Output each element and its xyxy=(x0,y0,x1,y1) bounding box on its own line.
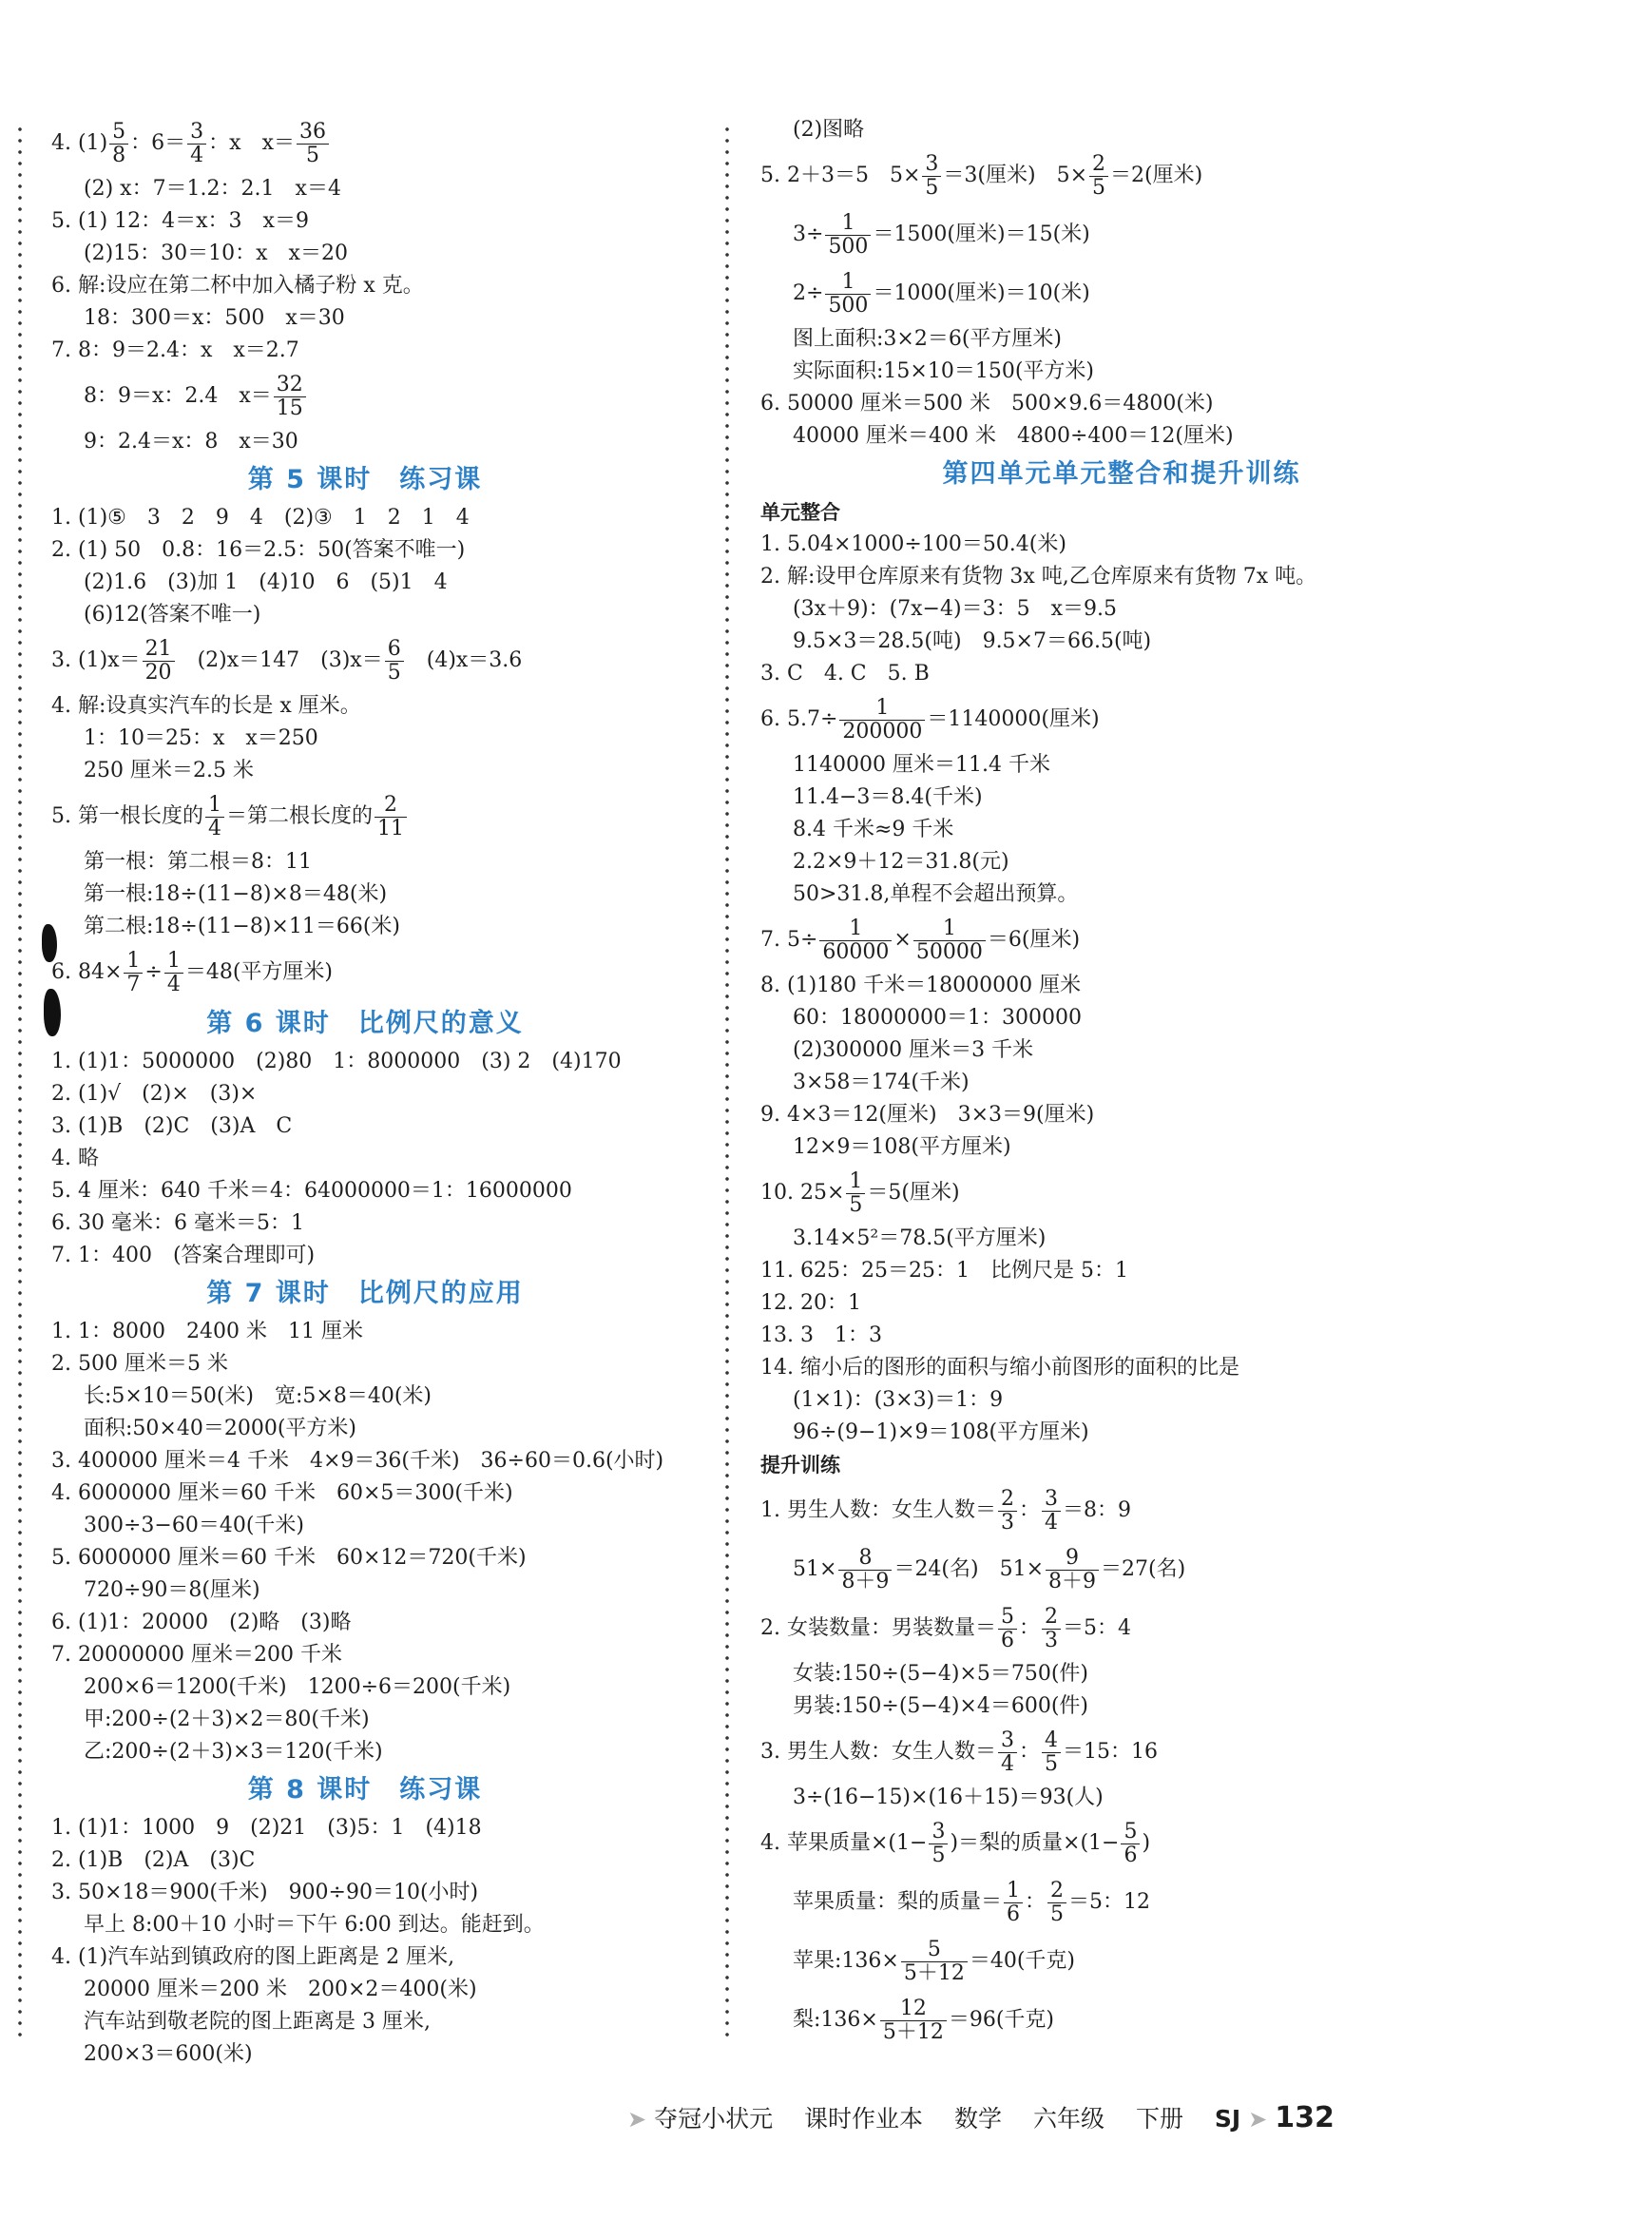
fraction: $\frac{1}{500}$ xyxy=(825,271,871,318)
answer-line: 3. (1)B (2)C (3)A C xyxy=(51,1114,293,1138)
fraction: $\frac{2}{3}$ xyxy=(1042,1606,1061,1652)
answer-line: 1. (1)⑤ 3 2 9 4 (2)③ 1 2 1 4 xyxy=(51,506,470,530)
answer-line: 96÷(9−1)×9＝108(平方厘米) xyxy=(793,1420,1089,1444)
answer-line: 7. 20000000 厘米＝200 千米 xyxy=(51,1643,342,1667)
answer-line: 4. 苹果质量×(1− $\frac{3}{5}$ )＝梨的质量×(1− $\frac{5}{6}$ ) xyxy=(760,1819,1151,1867)
answer-line: 第二根:18÷(11−8)×11＝66(米) xyxy=(84,915,401,938)
fraction: $\frac{4}{5}$ xyxy=(1042,1729,1061,1776)
section-label: 单元整合 xyxy=(760,501,840,524)
fraction: $\frac{2}{11}$ xyxy=(375,794,407,840)
answer-line: 1. 1：8000 2400 米 11 厘米 xyxy=(51,1320,363,1343)
fraction: $\frac{5}{8}$ xyxy=(109,121,128,167)
answer-line: 300÷3−60＝40(千米) xyxy=(84,1514,305,1537)
answer-line: 2.2×9＋12＝31.8(元) xyxy=(793,850,1009,874)
answer-line: 6. 84× $\frac{1}{7}$ ÷ $\frac{1}{4}$ ＝48(平方厘米) xyxy=(51,948,334,996)
volume-label: 下册 xyxy=(1135,2105,1183,2133)
lesson-heading: 第 7 课时 比例尺的应用 xyxy=(206,1279,524,1308)
answer-line: 7. 8：9＝2.4：x x＝2.7 xyxy=(51,338,299,362)
fraction: $\frac{2}{5}$ xyxy=(1089,153,1108,200)
answer-line: 6. 5.7÷ $\frac{1}{200000}$ ＝1140000(厘米) xyxy=(760,695,1100,743)
answer-line: 3. (1)x＝ $\frac{21}{20}$ (2)x＝147 (3)x＝ $\frac{6}{5}$ (4)x＝3.6 xyxy=(51,636,523,685)
answer-line: 7. 5÷ $\frac{1}{60000}$ × $\frac{1}{50000}$ ＝6(厘米) xyxy=(760,916,1081,964)
fraction: $\frac{1}{4}$ xyxy=(164,950,183,996)
answer-line: 9. 4×3＝12(厘米) 3×3＝9(厘米) xyxy=(760,1103,1095,1127)
subject-name: 数学 xyxy=(954,2105,1003,2133)
fraction: $\frac{12}{5+12}$ xyxy=(880,1998,947,2044)
answer-line: 第一根：第二根＝8：11 xyxy=(84,850,312,874)
answer-line: 面积:50×40＝2000(平方米) xyxy=(84,1417,356,1440)
answer-line: 9.5×3＝28.5(吨) 9.5×7＝66.5(吨) xyxy=(793,629,1152,653)
fraction: $\frac{1}{5}$ xyxy=(846,1170,865,1217)
answer-line: 40000 厘米＝400 米 4800÷400＝12(厘米) xyxy=(793,424,1234,448)
fraction: $\frac{1}{7}$ xyxy=(124,950,143,996)
fraction: $\frac{1}{200000}$ xyxy=(839,697,925,743)
grade-label: 六年级 xyxy=(1032,2105,1105,2133)
answer-line: 3÷(16−15)×(16＋15)＝93(人) xyxy=(793,1786,1104,1809)
fraction: $\frac{3}{5}$ xyxy=(929,1821,948,1867)
answer-line: 乙:200÷(2＋3)×3＝120(千米) xyxy=(84,1740,383,1764)
answer-line: 苹果:136× $\frac{5}{5+12}$ ＝40(千克) xyxy=(793,1937,1076,1985)
fraction: $\frac{5}{6}$ xyxy=(998,1606,1017,1652)
answer-line: 图上面积:3×2＝6(平方厘米) xyxy=(793,327,1063,351)
answer-line: 5. 2＋3＝5 5× $\frac{3}{5}$ ＝3(厘米) 5× $\frac{2}{5}$ ＝2(厘米) xyxy=(760,151,1203,200)
answer-line: 早上 8:00＋10 小时＝下午 6:00 到达。能赶到。 xyxy=(84,1913,545,1937)
answer-line: 60：18000000＝1：300000 xyxy=(793,1006,1082,1030)
lesson-heading: 第 5 课时 练习课 xyxy=(247,465,483,494)
answer-line: 4. (1) $\frac{5}{8}$ ：6＝ $\frac{3}{4}$ ：x x＝ $\frac{36}{5}$ xyxy=(51,114,679,173)
series-name: 课时作业本 xyxy=(804,2105,924,2133)
answer-line: 13. 3 1：3 xyxy=(760,1323,882,1347)
answer-line: 6. 30 毫米：6 毫米＝5：1 xyxy=(51,1211,304,1235)
answer-line: 梨:136× $\frac{12}{5+12}$ ＝96(千克) xyxy=(793,1996,1055,2044)
answer-line: 3. 男生人数：女生人数＝ $\frac{3}{4}$ ： $\frac{4}{5}$ ＝15：16 xyxy=(760,1728,1158,1776)
fraction: $\frac{3}{5}$ xyxy=(922,153,941,200)
answer-line: 3. C 4. C 5. B xyxy=(760,662,930,685)
answer-line: 4. 解:设真实汽车的长是 x 厘米。 xyxy=(51,694,361,718)
fraction: $\frac{36}{5}$ xyxy=(297,121,329,167)
answer-line: 4. (1)汽车站到镇政府的图上距离是 2 厘米, xyxy=(51,1945,455,1969)
fraction: $\frac{3}{4}$ xyxy=(187,121,206,167)
answer-line: 51× $\frac{8}{8+9}$ ＝24(名) 51× $\frac{9}{8+9}$ ＝27(名) xyxy=(793,1545,1186,1593)
answer-line: 5. 6000000 厘米＝60 千米 60×12＝720(千米) xyxy=(51,1546,527,1570)
answer-line: (2) x：7＝1.2：2.1 x＝4 xyxy=(84,177,341,201)
center-binding-dots xyxy=(724,124,730,2044)
answer-line: 5. 第一根长度的 $\frac{1}{4}$ ＝第二根长度的 $\frac{2}{11}$ xyxy=(51,787,679,846)
answer-line: (6)12(答案不唯一) xyxy=(84,603,261,627)
fraction: $\frac{9}{8+9}$ xyxy=(1046,1547,1099,1593)
answer-line: 汽车站到敬老院的图上距离是 3 厘米, xyxy=(84,2010,431,2034)
answer-line: 11.4−3＝8.4(千米) xyxy=(793,785,983,809)
answer-line: 2. 女装数量：男装数量＝ $\frac{5}{6}$ ： $\frac{2}{3}$ ＝5：4 xyxy=(760,1604,1131,1652)
answer-line: 2. (1) 50 0.8：16＝2.5：50(答案不唯一) xyxy=(51,538,466,562)
answer-line: 10. 25× $\frac{1}{5}$ ＝5(厘米) xyxy=(760,1168,960,1217)
answer-line: 200×3＝600(米) xyxy=(84,2042,253,2066)
arrow-right-icon: ➤ xyxy=(1248,2106,1268,2133)
fraction: $\frac{5}{6}$ xyxy=(1121,1821,1140,1867)
answer-line: 1. 5.04×1000÷100＝50.4(米) xyxy=(760,532,1066,556)
fraction: $\frac{1}{500}$ xyxy=(825,212,871,259)
answer-line: 1. (1)1：5000000 (2)80 1：8000000 (3) 2 (4)170 xyxy=(51,1050,622,1073)
answer-line: 11. 625：25＝25：1 比例尺是 5：1 xyxy=(760,1259,1128,1283)
answer-line: 5. (1) 12：4＝x：3 x＝9 xyxy=(51,209,309,233)
answer-line: 3. 400000 厘米＝4 千米 4×9＝36(千米) 36÷60＝0.6(小时) xyxy=(51,1449,664,1473)
answer-line: 1. (1)1：1000 9 (2)21 (3)5：1 (4)18 xyxy=(51,1816,482,1840)
answer-line: 6. 解:设应在第二杯中加入橘子粉 x 克。 xyxy=(51,274,424,298)
answer-line: 6. (1)1：20000 (2)略 (3)略 xyxy=(51,1611,352,1634)
page-footer xyxy=(627,2097,1335,2139)
fraction: $\frac{32}{15}$ xyxy=(274,374,306,420)
arrow-right-icon: ➤ xyxy=(627,2106,647,2133)
answer-line: 甲:200÷(2＋3)×2＝80(千米) xyxy=(84,1708,370,1731)
left-column xyxy=(51,114,679,2071)
answer-line: 18：300＝x：500 x＝30 xyxy=(84,306,345,330)
fraction: $\frac{6}{5}$ xyxy=(385,638,404,685)
left-binding-dots xyxy=(17,124,23,2044)
section-label: 提升训练 xyxy=(760,1454,840,1477)
edition-label: SJ xyxy=(1214,2105,1241,2133)
answer-line: 200×6＝1200(千米) 1200÷6＝200(千米) xyxy=(84,1675,511,1699)
answer-line: 20000 厘米＝200 米 200×2＝400(米) xyxy=(84,1978,477,2001)
fraction: $\frac{1}{50000}$ xyxy=(913,917,986,964)
answer-line: 长:5×10＝50(米) 宽:5×8＝40(米) xyxy=(84,1384,432,1408)
answer-line: 9：2.4＝x：8 x＝30 xyxy=(84,430,298,454)
answer-line: 1：10＝25：x x＝250 xyxy=(84,726,318,750)
fraction: $\frac{3}{4}$ xyxy=(1042,1488,1061,1535)
answer-line: 720÷90＝8(厘米) xyxy=(84,1578,260,1602)
fraction: $\frac{1}{4}$ xyxy=(205,794,224,840)
answer-line: 12×9＝108(平方厘米) xyxy=(793,1135,1011,1159)
answer-line: 6. 50000 厘米＝500 米 500×9.6＝4800(米) xyxy=(760,392,1214,415)
answer-line: 3÷ $\frac{1}{500}$ ＝1500(厘米)＝15(米) xyxy=(793,210,1090,259)
answer-line: (3x＋9)：(7x−4)＝3：5 x＝9.5 xyxy=(793,597,1117,621)
fraction: $\frac{1}{60000}$ xyxy=(819,917,892,964)
fraction: $\frac{2}{3}$ xyxy=(998,1488,1017,1535)
answer-line: 12. 20：1 xyxy=(760,1291,861,1315)
fraction: $\frac{5}{5+12}$ xyxy=(901,1939,968,1985)
answer-line: 3×58＝174(千米) xyxy=(793,1071,970,1094)
answer-line: 14. 缩小后的图形的面积与缩小前图形的面积的比是 xyxy=(760,1356,1239,1380)
lesson-heading: 第 8 课时 练习课 xyxy=(247,1775,483,1805)
answer-line: 4. 略 xyxy=(51,1147,99,1170)
fraction: $\frac{2}{5}$ xyxy=(1047,1880,1066,1926)
brand-name: 夺冠小状元 xyxy=(654,2105,774,2133)
answer-line: (2)图略 xyxy=(793,118,865,142)
answer-line: (2)1.6 (3)加 1 (4)10 6 (5)1 4 xyxy=(84,570,448,594)
fraction: $\frac{3}{4}$ xyxy=(998,1729,1017,1776)
answer-line: 8：9＝x：2.4 x＝ $\frac{32}{15}$ xyxy=(51,367,679,426)
fraction: $\frac{8}{8+9}$ xyxy=(838,1547,892,1593)
answer-line: 250 厘米＝2.5 米 xyxy=(84,759,254,782)
page-number: 132 xyxy=(1275,2101,1335,2134)
answer-line: 2. (1)√ (2)× (3)× xyxy=(51,1082,258,1106)
answer-line: 8. (1)180 千米＝18000000 厘米 xyxy=(760,974,1082,997)
answer-line: (2)300000 厘米＝3 千米 xyxy=(793,1038,1034,1062)
answer-line: 2. 500 厘米＝5 米 xyxy=(51,1352,228,1376)
lesson-heading: 第 6 课时 比例尺的意义 xyxy=(206,1009,524,1038)
unit-heading: 第四单元单元整合和提升训练 xyxy=(942,459,1301,489)
answer-line: 苹果质量：梨的质量＝ $\frac{1}{6}$ ： $\frac{2}{5}$ ＝5：12 xyxy=(793,1878,1151,1926)
answer-line: 1140000 厘米＝11.4 千米 xyxy=(793,753,1050,777)
answer-line: 实际面积:15×10＝150(平方米) xyxy=(793,359,1094,383)
answer-line: 女装:150÷(5−4)×5＝750(件) xyxy=(793,1662,1089,1686)
answer-line: 5. 4 厘米：640 千米＝4：64000000＝1：16000000 xyxy=(51,1179,572,1203)
answer-line: 2. (1)B (2)A (3)C xyxy=(51,1848,256,1872)
answer-line: (2)15：30＝10：x x＝20 xyxy=(84,241,348,265)
answer-line: 4. 6000000 厘米＝60 千米 60×5＝300(千米) xyxy=(51,1481,513,1505)
answer-line: 第一根:18÷(11−8)×8＝48(米) xyxy=(84,882,388,906)
answer-line: 2. 解:设甲仓库原来有货物 3x 吨,乙仓库原来有货物 7x 吨。 xyxy=(760,565,1317,589)
answer-line: 3.14×5²＝78.5(平方厘米) xyxy=(793,1226,1047,1250)
answer-line: 3. 50×18＝900(千米) 900÷90＝10(小时) xyxy=(51,1881,479,1904)
answer-line: 2÷ $\frac{1}{500}$ ＝1000(厘米)＝10(米) xyxy=(793,269,1090,318)
answer-line: 男装:150÷(5−4)×4＝600(件) xyxy=(793,1694,1089,1718)
answer-line: 50>31.8,单程不会超出预算。 xyxy=(793,882,1079,906)
fraction: $\frac{21}{20}$ xyxy=(143,638,175,685)
right-column xyxy=(760,114,1483,2050)
answer-line: 8.4 千米≈9 千米 xyxy=(793,818,954,841)
fraction: $\frac{1}{6}$ xyxy=(1004,1880,1023,1926)
answer-line: 1. 男生人数：女生人数＝ $\frac{2}{3}$ ： $\frac{3}{4}$ ＝8：9 xyxy=(760,1486,1131,1535)
answer-line: (1×1)：(3×3)＝1：9 xyxy=(793,1388,1004,1412)
answer-line: 7. 1：400 (答案合理即可) xyxy=(51,1244,316,1267)
